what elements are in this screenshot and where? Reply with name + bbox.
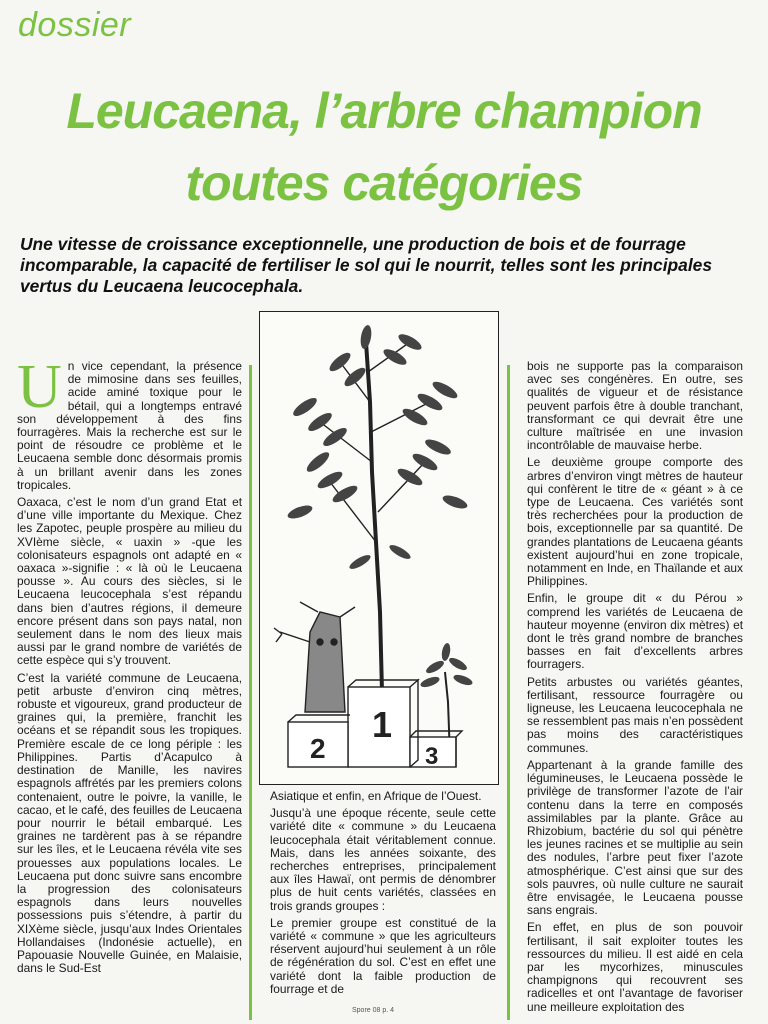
drop-cap: U [17, 353, 62, 421]
column-2 [270, 790, 496, 1000]
paragraph: Petits arbustes ou variétés géantes, fertilisant, ressource fourragère ou ligneuse, les Leucaena leucocephala ne se ressemblent pas mais n’en possèdent pas moins des caractéristiques communes. [527, 674, 743, 755]
paragraph-text: n vice cependant, la présence de mimosine dans ses feuilles, acide aminé toxique pour le bétail, qui a longtemps entravé son développement à des fins fourragères. Mais la recherche est sur le point de résoudre ce problème et le Leucaena semble donc désormais promis à un brillant avenir dans les zones tropicales. [17, 359, 242, 492]
illustration-podium-trees [259, 311, 499, 785]
section-kicker: dossier [18, 6, 132, 44]
column-rule-right [507, 365, 510, 1020]
column-rule-left [249, 365, 252, 1020]
paragraph: Jusqu’à une époque récente, seule cette variété dite « commune » du Leucaena leucocephala était véritablement connue. Mais, dans les années soixante, des recherches entreprises, principalement aux îles Hawaï, ont permis de dénombrer plus de huit cents variétés, classées en trois grands groupes : [270, 806, 496, 913]
article-title-line1: Leucaena, l’arbre champion [66, 83, 702, 139]
article-title-line2: toutes catégories [185, 155, 583, 211]
paragraph: Oaxaca, c’est le nom d’un grand Etat et d’une ville importante du Mexique. Chez les Zapotec, peuple prospère au milieu du XVIème siècle, « uaxin » -que les colonisateurs espagnols ont adapté en « oaxaca »-signifie : « là où le Leucaena pousse ». Au cours des siècles, si le Leucaena leucocephala s’est répandu dans bien d’autres régions, il demeure encore présent dans son pays natal, non seulement dans le nom des lieux mais aussi par le grand nombre de variétés de cette espèce qui s’y trouvent. [17, 495, 242, 668]
paragraph: En effet, en plus de son pouvoir fertilisant, il sait exploiter toutes les ressources du milieu. Il est aidé en cela par les mycorhizes, minuscules champignons qui recouvrent ses radicelles et ont l’avantage de favoriser une meilleure exploitation des [527, 920, 743, 1014]
paragraph: Le deuxième groupe comporte des arbres d’environ vingt mètres de hauteur qui confèrent le titre de « géant » à ce type de Leucaena. Ces variétés sont très recherchées pour la production de bois, exceptionnelle par sa quantité. De grandes plantations de Leucaena géants existent aujourd’hui en zone tropicale, notamment en Inde, en Thaïlande et aux Philippines. [527, 455, 743, 589]
article-lede: Une vitesse de croissance exceptionnelle, une production de bois et de fourrage incomparable, la capacité de fertiliser le sol qui le nourrit, telles sont les principales vertus du Leucaena leucocephala. [20, 234, 712, 296]
tree-podium-drawing [260, 312, 498, 784]
column-3 [527, 360, 743, 1018]
paragraph: Enfin, le groupe dit « du Pérou » comprend les variétés de Leucaena de hauteur moyenne (environ dix mètres) et dont le très grand nombre de branches basses en fait d’excellents arbres fourragers. [527, 591, 743, 672]
paragraph: C’est la variété commune de Leucaena, petit arbuste d’environ cinq mètres, robuste et vigoureux, grand producteur de graines qui, la première, franchit les océans et se répandit sous les tropiques. Première escale de ce long périple : les Philippines. Partis d’Acapulco à destination de Manille, les navires espagnols affrétés par les premiers colons contenaient, outre le poivre, la vanille, le cacao, et le café, des feuilles de Leucaena pour nourrir le bétail embarqué. Les graines ne tardèrent pas à se répandre sur les îles, et le Leucaena révéla vite ses prouesses aux populations locales. Le Leucaena put donc suivre sans encombre la progression des colonisateurs espagnols dans leurs nouvelles possessions puis s’étendre, à partir du XIXème siècle, jusqu’aux Indes Orientales Hollandaises (Indonésie actuelle), en Papouasie Nouvelle Guinée, en Malaisie, dans le Sud-Est [17, 670, 242, 976]
paragraph: bois ne supporte pas la comparaison avec ses congénères. En outre, ses qualités de vigueur et de résistance peuvent parfois être à double tranchant, transformant ce qui devrait être une culture maîtrisée en une invasion incontrôlable de mauvaise herbe. [527, 359, 743, 453]
podium-3-label: 3 [425, 743, 439, 770]
paragraph [17, 353, 242, 492]
podium-1-label: 1 [372, 704, 393, 745]
paragraph: Appartenant à la grande famille des légumineuses, le Leucaena possède le privilège de transformer l’azote de l’air contenu dans la terre en composés assimilables par la plante. Grâce au Rhizobium, bactérie du sol qui pénètre les jeunes racines et se multiplie au sein des nodules, l’arbre peut fixer l’azote atmosphérique. C’est ainsi que sur des sols pauvres, où nulle culture ne saurait être envisagée, le Leucaena pousse sans engrais. [527, 757, 743, 918]
paragraph: Le premier groupe est constitué de la variété « commune » que les agriculteurs réservent aujourd’hui seulement à un rôle de régénération du sol. C’est en effet une variété dont la faible production de fourrage et de [270, 915, 496, 996]
podium-2-label: 2 [310, 733, 326, 764]
page-footer: Spore 08 p. 4 [352, 1007, 395, 1014]
column-1 [17, 353, 242, 979]
paragraph: Asiatique et enfin, en Afrique de l’Ouest. [270, 789, 482, 803]
